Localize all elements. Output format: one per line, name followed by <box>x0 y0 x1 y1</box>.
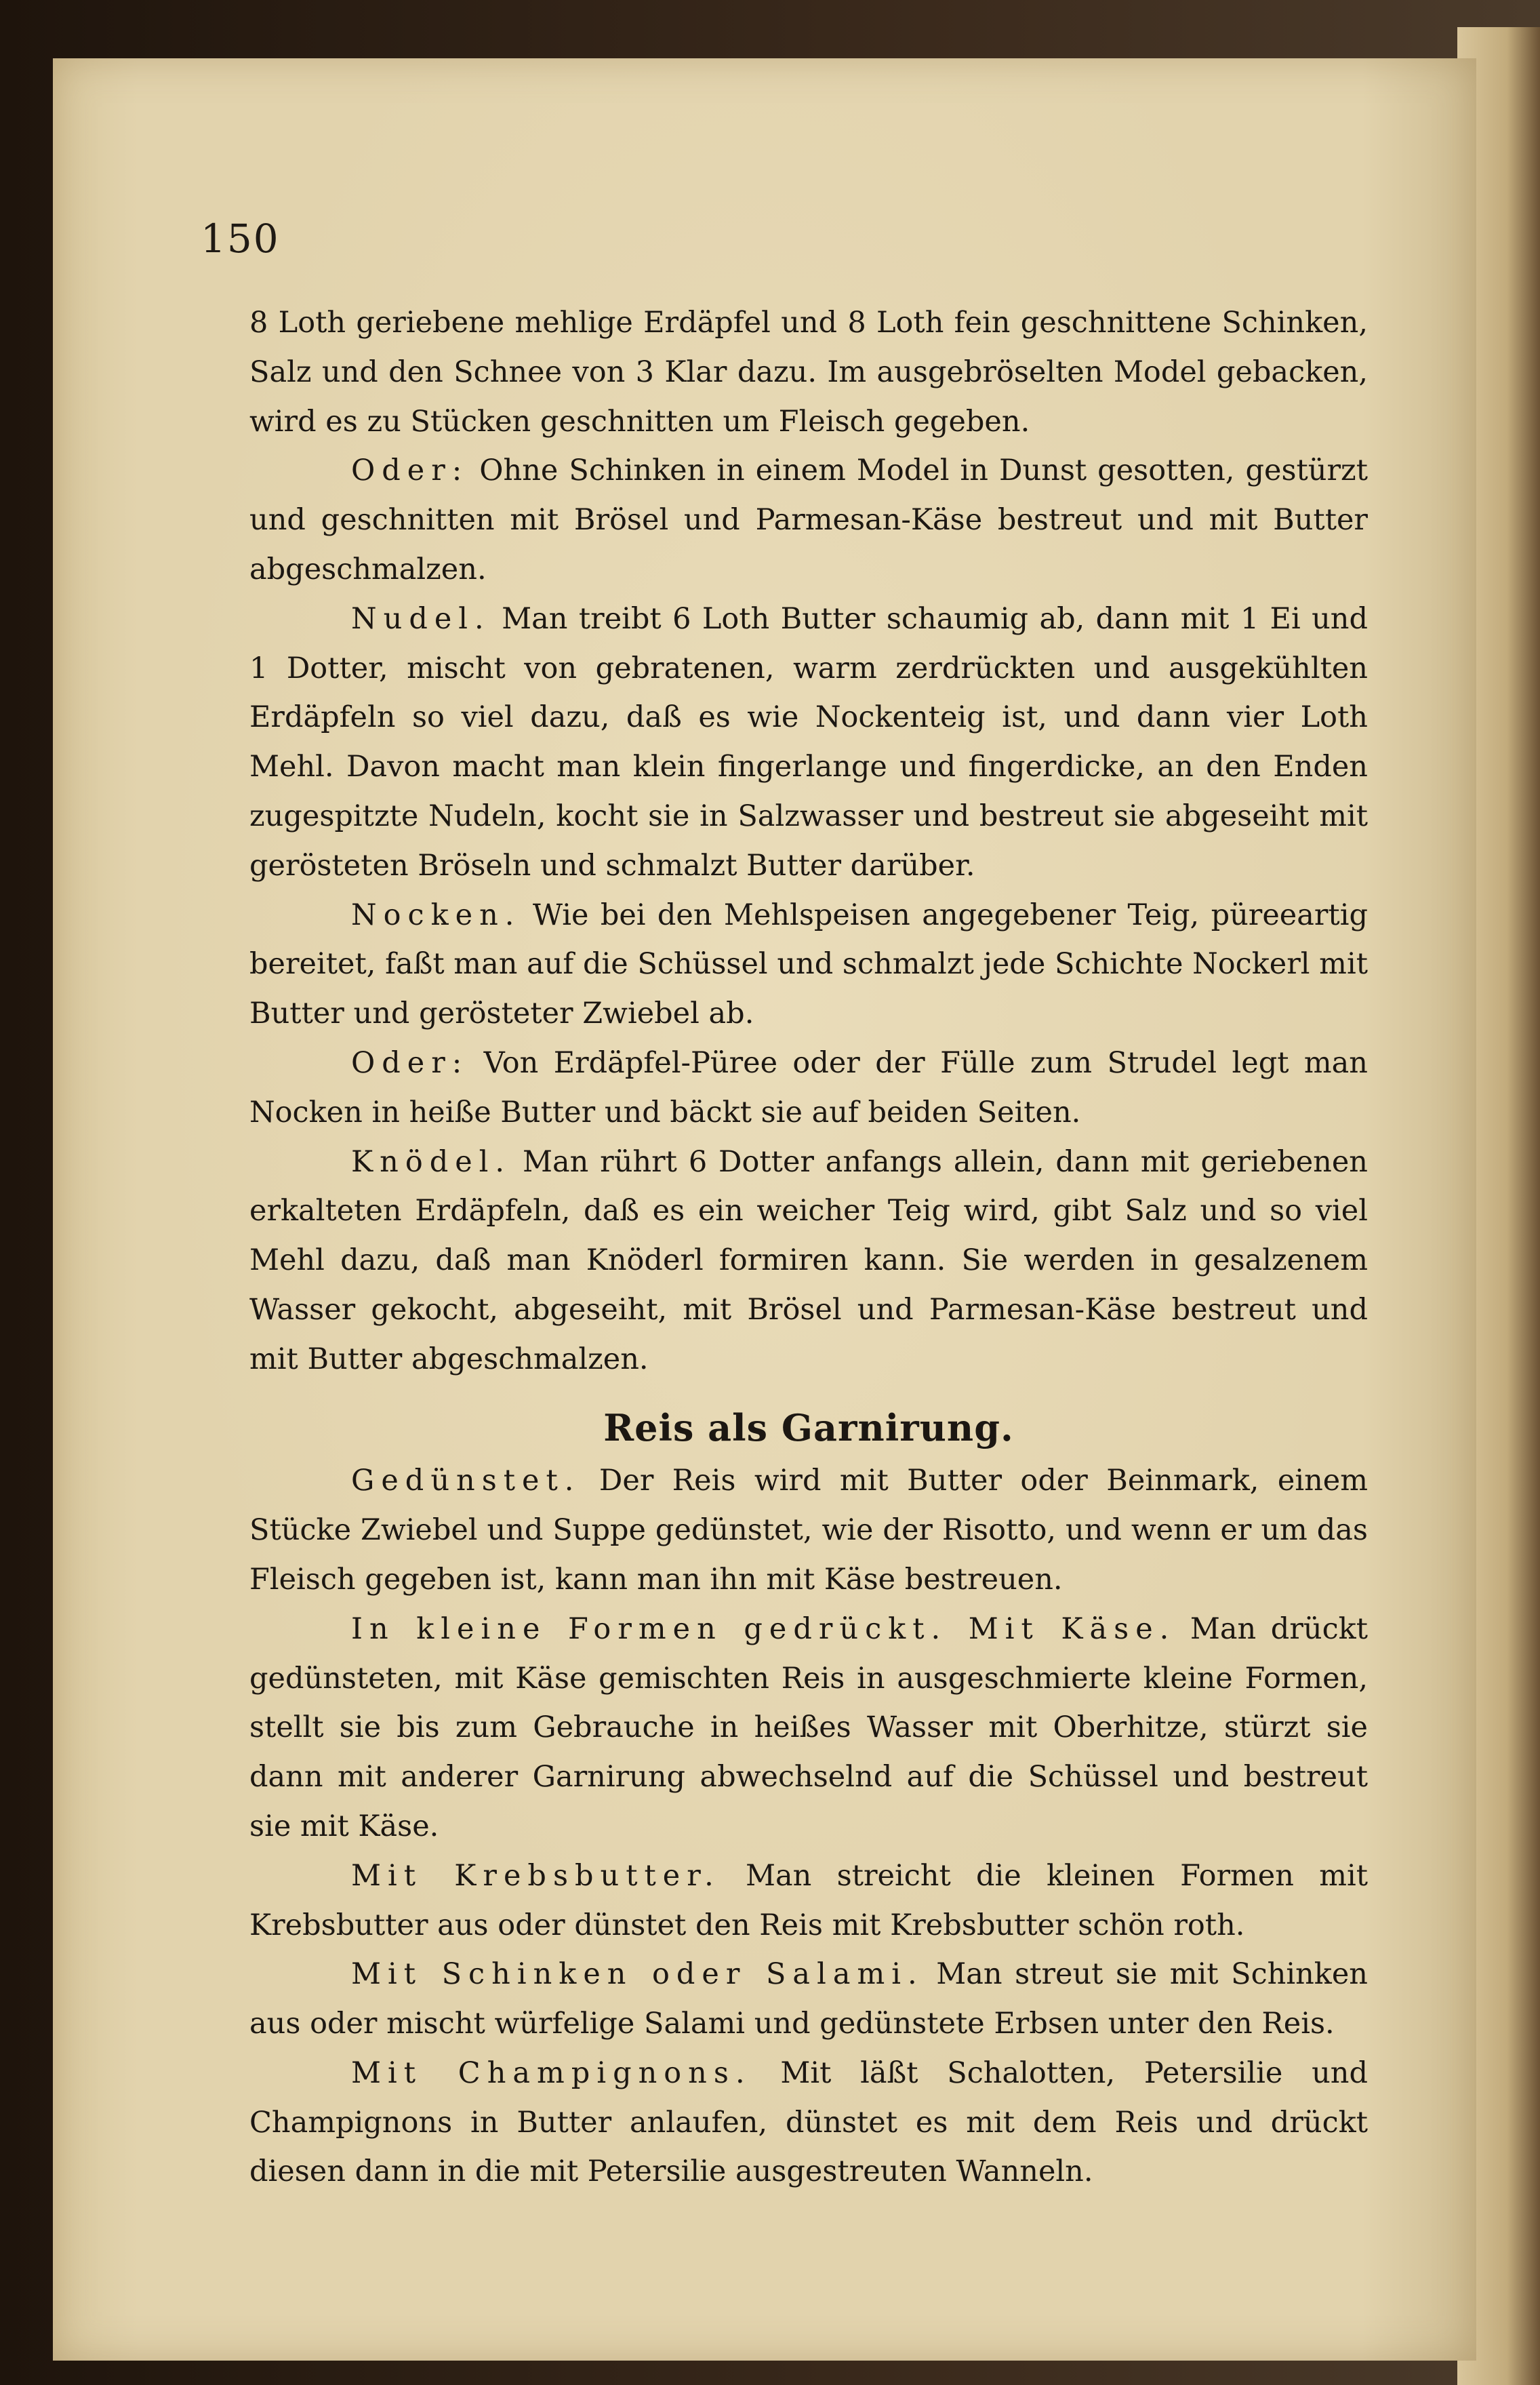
paragraph-text: Man rührt 6 Dotter anfangs allein, dann mit geriebenen erkalteten Erdäpfeln, daß es ein weicher Teig wird, gibt Salz und so viel Mehl dazu, daß man Knöderl formiren kann. Sie werden in gesalzenem Wasser gekocht, abgeseiht, mit Brösel und Parmesan-Käse bestreut und mit Butter abgeschmalzen. <box>249 1144 1368 1376</box>
paragraph-text: Ohne Schinken in einem Model in Dunst gesotten, gestürzt und geschnitten mit Brösel und Parmesan-Käse bestreut und mit Butter abgeschmalzen. <box>249 454 1368 586</box>
paragraph-text: Wie bei den Mehlspeisen angegebener Teig, püreeartig bereitet, faßt man auf die Schüssel und schmalzt jede Schichte Nockerl mit Butter und gerösteter Zwiebel ab. <box>249 898 1368 1031</box>
paragraph-geduenstet <box>249 1456 1368 1604</box>
paragraph-champignons <box>249 2049 1368 2197</box>
paragraph-knoedel <box>249 1138 1368 1384</box>
paragraph-oder-2 <box>249 1039 1368 1138</box>
page-number: 150 <box>201 216 280 262</box>
paragraph-text: 8 Loth geriebene mehlige Erdäpfel und 8 Loth fein geschnittene Schinken, Salz und den Schnee von 3 Klar dazu. Im ausgebröselten Model gebacken, wird es zu Stücken geschnitten um Fleisch gegeben. <box>249 306 1368 439</box>
paragraph-term: Oder: <box>351 1045 469 1080</box>
paragraph-schinken <box>249 298 1368 446</box>
paragraph-term: In kleine Formen gedrückt. Mit Käse. <box>351 1611 1176 1646</box>
paragraph-text: Man streut sie mit Schinken aus oder mischt würfelige Salami und gedünstete Erbsen unter den Reis. <box>249 1957 1368 2041</box>
section-heading: Reis als Garnirung. <box>603 1405 1014 1449</box>
paragraph-term: Mit Champignons. <box>351 2056 752 2090</box>
paragraph-oder-1 <box>249 446 1368 594</box>
paragraph-schinken-salami <box>249 1950 1368 2049</box>
paragraph-krebsbutter <box>249 1851 1368 1950</box>
paragraph-nudel <box>249 595 1368 891</box>
paragraph-nocken <box>249 891 1368 1039</box>
paragraph-term: Nocken. <box>351 898 521 932</box>
paragraph-text: Von Erdäpfel-Püree oder der Fülle zum Strudel legt man Nocken in heiße Butter und bäckt sie auf beiden Seiten. <box>249 1045 1368 1129</box>
page-text <box>249 298 1368 2197</box>
paragraph-text: Mit läßt Schalotten, Petersilie und Champignons in Butter anlaufen, dünstet es mit dem Reis und drückt diesen dann in die mit Petersilie ausgestreuten Wanneln. <box>249 2056 1368 2189</box>
paragraph-term: Mit Schinken oder Salami. <box>351 1957 924 1992</box>
paragraph-text: Der Reis wird mit Butter oder Beinmark, einem Stücke Zwiebel und Suppe gedünstet, wie der Risotto, und wenn er um das Fleisch gegeben ist, kann man ihn mit Käse bestreuen. <box>249 1464 1368 1597</box>
paragraph-term: Knödel. <box>351 1144 512 1179</box>
paragraph-term: Mit Krebsbutter. <box>351 1858 721 1893</box>
paragraph-term: Oder: <box>351 454 469 488</box>
paragraph-text: Man streicht die kleinen Formen mit Krebsbutter aus oder dünstet den Reis mit Krebsbutter schön roth. <box>249 1858 1368 1942</box>
paragraph-text: Man treibt 6 Loth Butter schaumig ab, dann mit 1 Ei und 1 Dotter, mischt von gebratenen, warm zerdrückten und ausgekühlten Erdäpfeln so viel dazu, daß es wie Nockenteig ist, und dann vier Loth Mehl. Davon macht man klein fingerlange und fingerdicke, an den Enden zugespitzte Nudeln, kocht sie in Salzwasser und bestreut sie abgeseiht mit gerösteten Bröseln und schmalzt Butter darüber. <box>249 601 1368 883</box>
paragraph-term: Gedünstet. <box>351 1464 581 1498</box>
paragraph-text: Man drückt gedünsteten, mit Käse gemischten Reis in ausgeschmierte kleine Formen, stellt sie bis zum Gebrauche in heißes Wasser mit Oberhitze, stürzt sie dann mit anderer Garnirung abwechselnd auf die Schüssel und bestreut sie mit Käse. <box>249 1611 1368 1843</box>
paragraph-term: Nudel. <box>351 601 491 636</box>
paragraph-formen-kaese <box>249 1605 1368 1851</box>
